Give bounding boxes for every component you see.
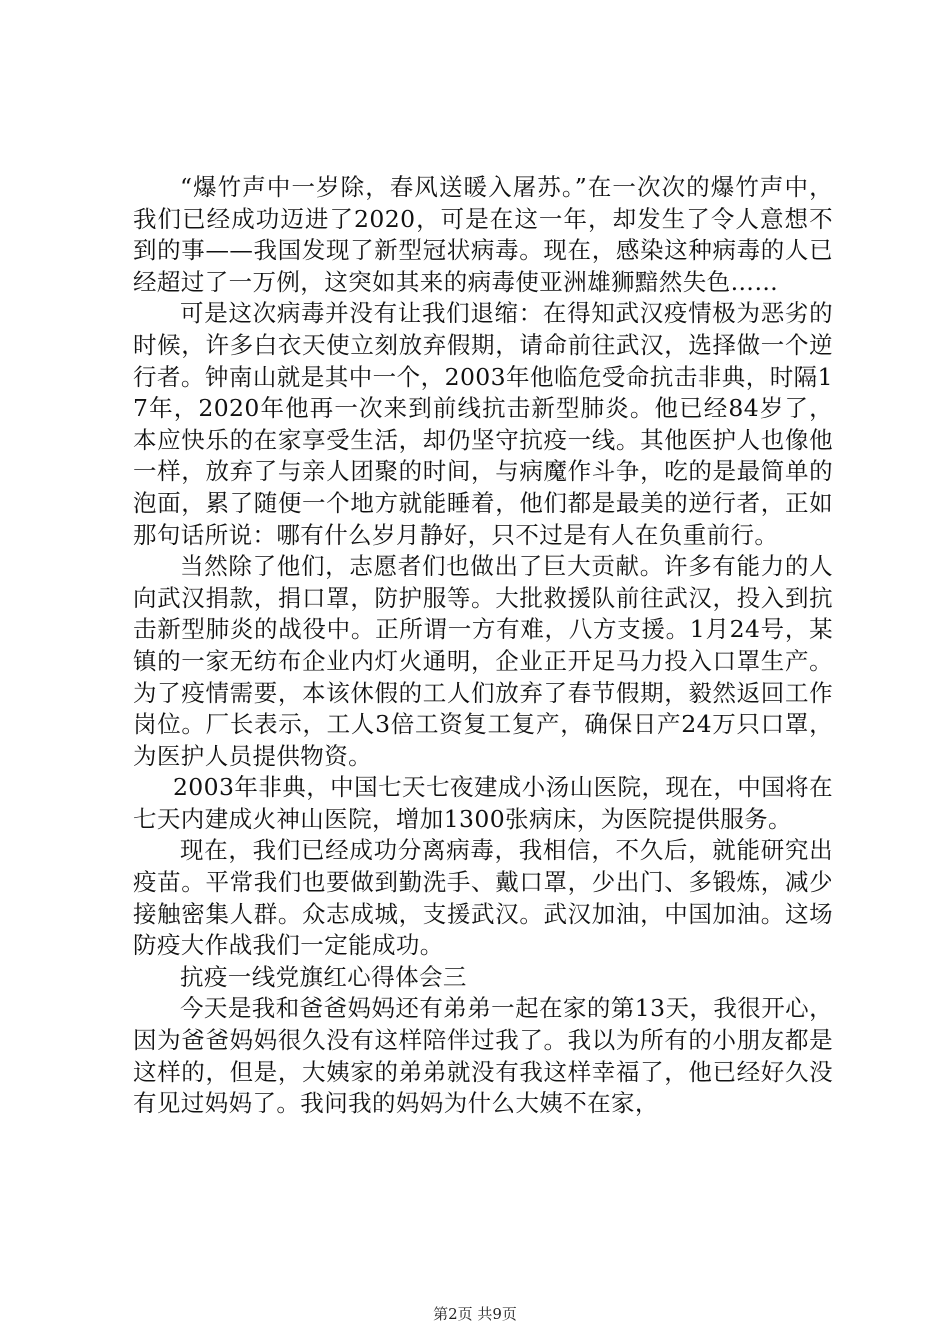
paragraph-intro: “爆竹声中一岁除，春风送暖入屠苏。”在一次次的爆竹声中，我们已经成功迈进了2020，可是在这一年，却发生了令人意想不到的事——我国发现了新型冠状病毒。现在，感染这种病毒的人已经超过了一万例，这突如其来的病毒使亚洲雄狮黯然失色…… — [133, 173, 833, 296]
document-body — [133, 172, 833, 1120]
paragraph-hospital: 2003年非典，中国七天七夜建成小汤山医院，现在，中国将在七天内建成火神山医院，增加1300张病床，为医院提供服务。 — [133, 773, 833, 833]
paragraph-conclusion: 现在，我们已经成功分离病毒，我相信，不久后，就能研究出疫苗。平常我们也要做到勤洗手、戴口罩，少出门、多锻炼，减少接触密集人群。众志成城，支援武汉。武汉加油，中国加油。这场防疫大作战我们一定能成功。 — [133, 836, 833, 960]
paragraph-volunteers: 当然除了他们，志愿者们也做出了巨大贡献。许多有能力的人向武汉捐款，捐口罩，防护服等。大批救援队前往武汉，投入到抗击新型肺炎的战役中。正所谓一方有难，八方支援。1月24号，某镇的一家无纺布企业内灯火通明，企业正开足马力投入口罩生产。为了疫情需要，本该休假的工人们放弃了春节假期，毅然返回工作岗位。厂长表示，工人3倍工资复工复产，确保日产24万只口罩，为医护人员提供物资。 — [133, 552, 833, 770]
section-heading: 抗疫一线党旗红心得体会三 — [180, 962, 467, 991]
paragraph-doctors: 可是这次病毒并没有让我们退缩：在得知武汉疫情极为恶劣的时候，许多白衣天使立刻放弃假期，请命前往武汉，选择做一个逆行者。钟南山就是其中一个，2003年他临危受命抗击非典，时隔17年，2020年他再一次来到前线抗击新型肺炎。他已经84岁了，本应快乐的在家享受生活，却仍坚守抗疫一线。其他医护人也像他一样，放弃了与亲人团聚的时间，与病魔作斗争，吃的是最简单的泡面，累了随便一个地方就能睡着，他们都是最美的逆行者，正如那句话所说：哪有什么岁月静好，只不过是有人在负重前行。 — [133, 299, 833, 549]
page-footer: 第2页 共9页 — [433, 1305, 517, 1323]
paragraph-family: 今天是我和爸爸妈妈还有弟弟一起在家的第13天，我很开心，因为爸爸妈妈很久没有这样陪伴过我了。我以为所有的小朋友都是这样的，但是，大姨家的弟弟就没有我这样幸福了，他已经好久没有见过妈妈了。我问我的妈妈为什么大姨不在家， — [133, 994, 833, 1118]
